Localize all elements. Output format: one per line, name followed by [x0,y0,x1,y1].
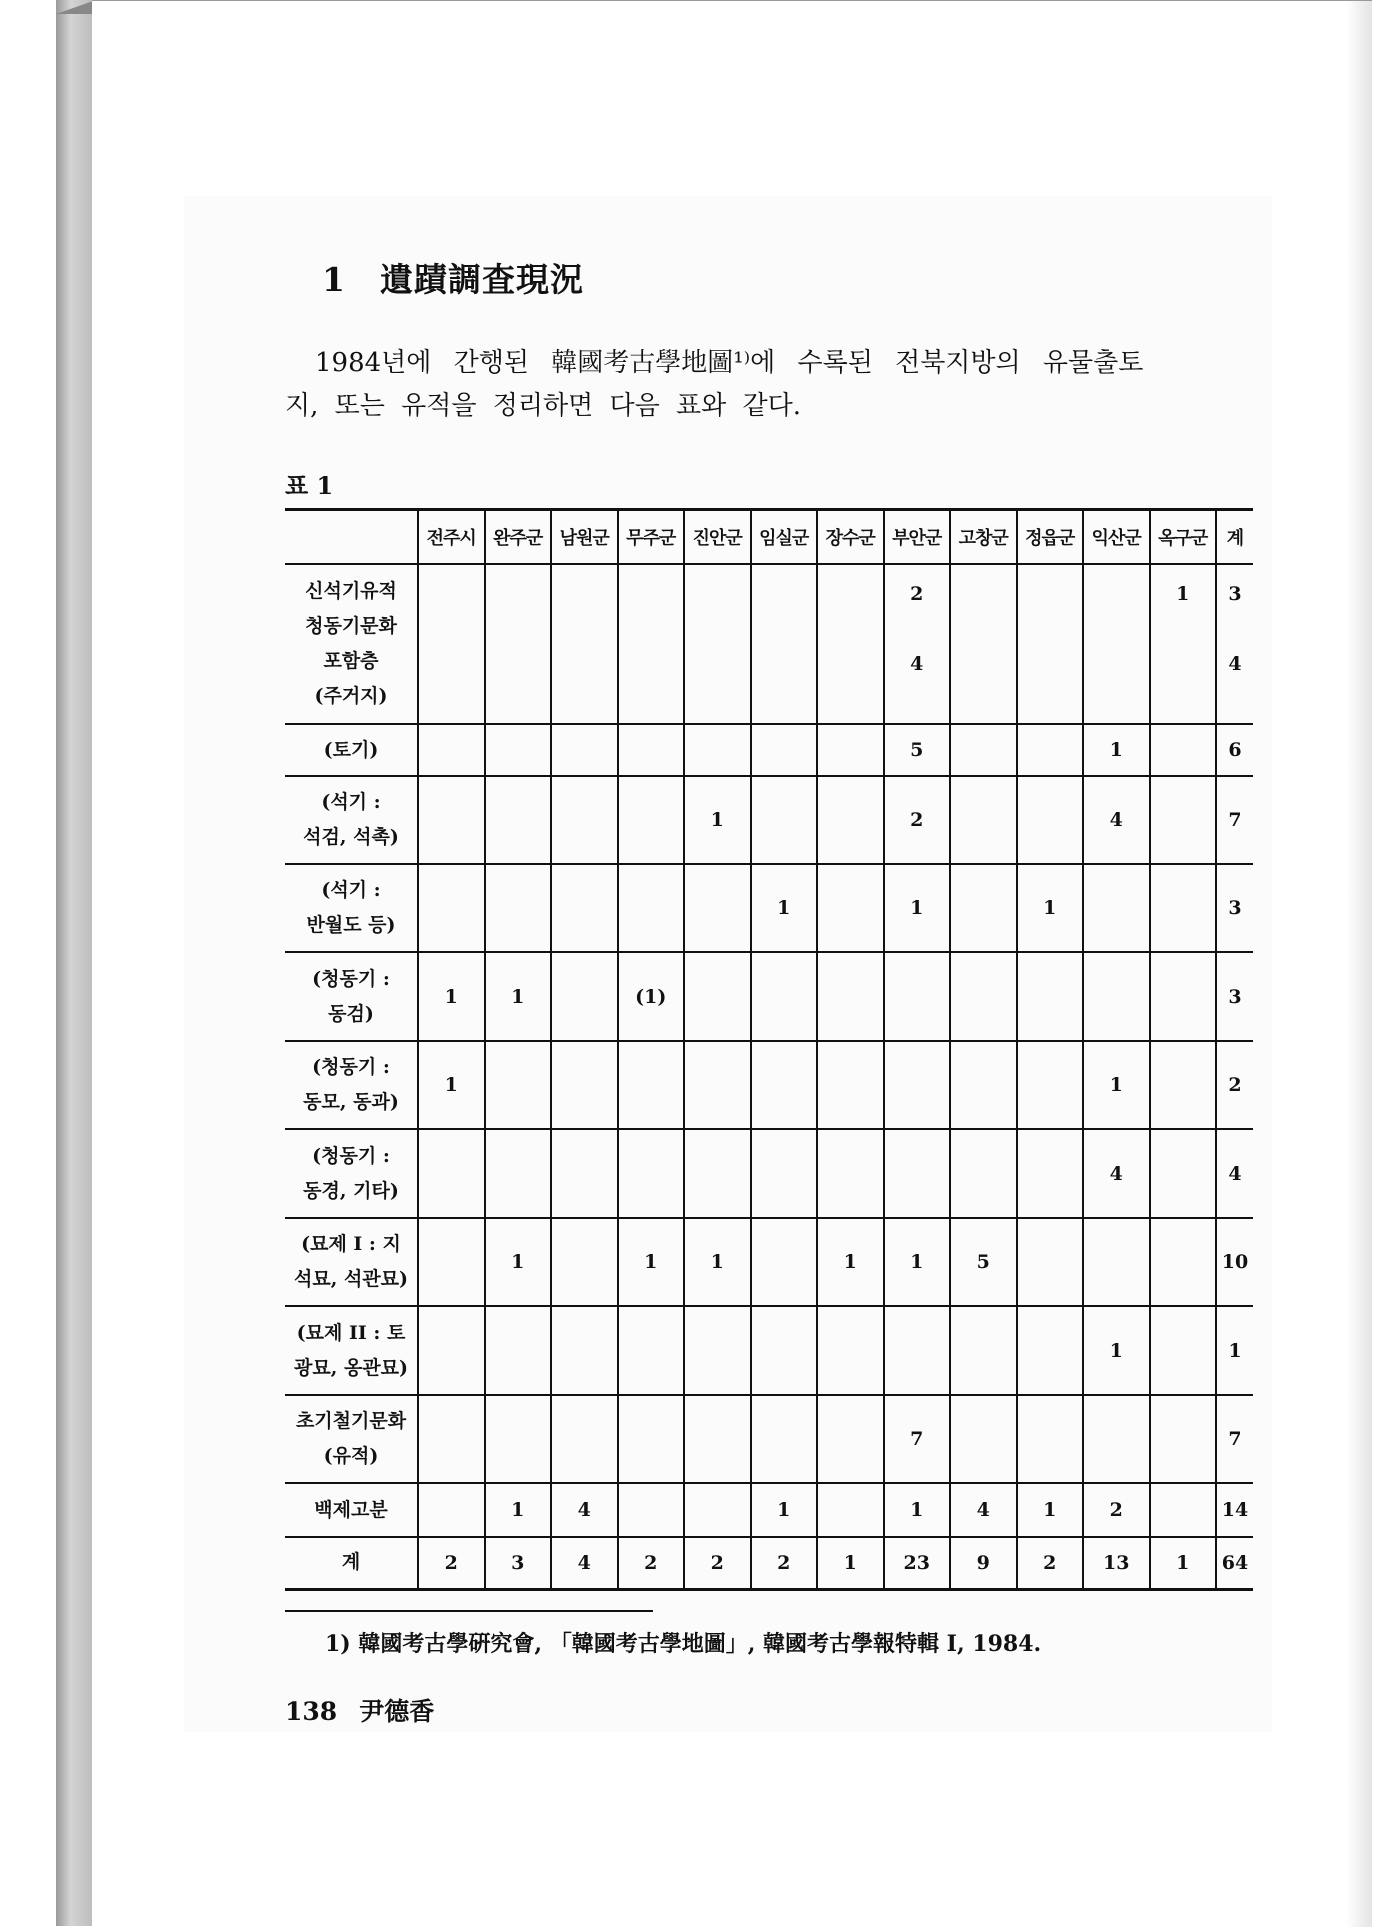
row-total-cell: 3 [1216,864,1253,952]
table-cell: 1 [751,1483,818,1537]
row-label-line: (청동기 : [312,967,390,990]
table-cell: 1 [884,1218,951,1306]
cell-value-bottom [1084,618,1149,653]
row-label [285,864,418,952]
table-row [285,1129,1253,1218]
table-cell [1017,1218,1084,1306]
table-cell [1150,1483,1217,1537]
table-cell: 4 [950,1483,1017,1537]
cell-value-top [1018,565,1083,618]
table-cell [418,1395,485,1483]
table-cell [618,776,685,864]
table-cell: 1 [618,1218,685,1306]
cell-value-bottom [1018,618,1083,653]
row-label-line: (유적) [323,1445,379,1467]
table-row [285,1395,1253,1483]
section-title: 遺蹟調査現況 [379,260,584,299]
header-blank [285,510,418,565]
table-row [285,776,1253,864]
table-cell [1017,1129,1084,1218]
table-cell [817,564,884,724]
column-header: 계 [1216,510,1253,565]
table-cell [418,564,485,724]
table-cell: 5 [950,1218,1017,1306]
table-cell [1017,952,1084,1041]
table-cell [418,864,485,952]
table-cell: 2 [1083,1483,1150,1537]
table-cell: 1 [751,864,818,952]
cell-value-top: 3 [1228,583,1242,605]
row-label [285,1537,418,1589]
table-cell [950,724,1017,776]
table-cell [551,1306,618,1395]
cell-value-top [752,565,817,618]
table-cell [817,952,884,1041]
table-cell: 2 [1017,1537,1084,1589]
table-cell [817,1041,884,1129]
table-cell [1150,952,1217,1041]
table-cell [551,864,618,952]
column-header: 옥구군 [1150,510,1217,565]
cell-value-top [619,565,684,618]
row-label-line: 포함층 [323,650,379,672]
page-edge-shadow [1346,1,1372,1927]
row-label-line: 광묘, 옹관묘) [294,1356,408,1379]
cell-value-bottom: 4 [1228,653,1242,675]
table-cell [751,1041,818,1129]
table-cell [684,864,751,952]
table-row [285,1218,1253,1306]
table-cell: 1 [485,952,552,1041]
table-cell: 1 [418,1041,485,1129]
table-cell [618,1483,685,1537]
table-cell: (1) [618,952,685,1041]
column-header: 진안군 [684,510,751,565]
column-header: 익산군 [1083,510,1150,565]
table-cell [1083,952,1150,1041]
table-cell [884,1129,951,1218]
cell-value-bottom [752,618,817,653]
row-total-cell: 6 [1216,724,1253,776]
row-label-line: (석기 : [321,879,381,901]
table-cell [1150,1218,1217,1306]
table-cell [684,724,751,776]
table-cell [751,952,818,1041]
row-label [285,1218,418,1306]
cell-value-bottom [1151,618,1216,653]
table-cell [418,776,485,864]
table-cell [817,776,884,864]
table-cell [618,1306,685,1395]
column-header: 임실군 [751,510,818,565]
table-cell [950,952,1017,1041]
table-cell [551,1218,618,1306]
cell-value-top: 2 [910,583,924,605]
table-cell: 4 [551,1483,618,1537]
table-cell [817,1306,884,1395]
table-cell [1150,1306,1217,1395]
row-label-line: (청동기 : [312,1144,390,1167]
cell-value-top: 1 [1176,583,1190,605]
cell-value-top [552,565,617,618]
cell-value-top [685,565,750,618]
table-cell [618,564,685,724]
table-cell [485,724,552,776]
table-cell [485,1395,552,1483]
table-row [285,1041,1253,1129]
column-header: 완주군 [485,510,552,565]
table-cell [1150,776,1217,864]
row-total-cell: 7 [1216,1395,1253,1483]
footnote: 1) 韓國考古學硏究會, 「韓國考古學地圖」, 韓國考古學報特輯 I, 1984. [325,1631,1042,1657]
table-cell: 1 [684,776,751,864]
table-cell [950,1395,1017,1483]
table-cell [1150,564,1217,724]
cell-value-bottom [552,618,617,653]
table-cell [485,776,552,864]
footnote-rule [285,1610,653,1612]
table-cell [418,724,485,776]
table-cell [817,864,884,952]
page-number: 138 [285,1697,338,1726]
row-total-cell: 10 [1216,1218,1253,1306]
row-total-cell [1216,564,1253,724]
table-row [285,952,1253,1041]
cell-value-bottom [951,618,1016,653]
table-cell: 1 [1083,1041,1150,1129]
table-cell [1083,864,1150,952]
table-cell: 1 [1150,1537,1217,1589]
section-heading [322,254,584,301]
table-cell [618,1129,685,1218]
table-cell [485,1129,552,1218]
cell-value-bottom [818,618,883,653]
table-row [285,564,1253,724]
table-cell [751,1218,818,1306]
row-label-line: 백제고분 [314,1498,388,1521]
column-header: 남원군 [551,510,618,565]
table-cell: 1 [817,1218,884,1306]
table-cell [751,724,818,776]
table-cell: 1 [485,1218,552,1306]
table-cell [751,1306,818,1395]
table-cell [1150,1129,1217,1218]
row-total-cell: 2 [1216,1041,1253,1129]
table-cell: 1 [817,1537,884,1589]
row-label [285,724,418,776]
table-cell [618,1395,685,1483]
table-cell [684,1395,751,1483]
row-label-line: 동경, 기타) [303,1179,399,1202]
table-cell [1083,1218,1150,1306]
cell-value-bottom [419,618,484,653]
table-cell: 1 [418,952,485,1041]
table-cell: 4 [551,1537,618,1589]
table-cell [1017,1306,1084,1395]
table-row [285,864,1253,952]
table-cell [751,1129,818,1218]
table-cell: 1 [884,864,951,952]
table-cell: 23 [884,1537,951,1589]
row-label [285,1306,418,1395]
table-cell [684,1129,751,1218]
table-cell [551,952,618,1041]
table-cell [551,1129,618,1218]
cell-value-top [419,565,484,618]
table-cell [1017,724,1084,776]
table-cell [618,1041,685,1129]
table-cell [485,564,552,724]
table-cell: 1 [684,1218,751,1306]
table-cell [618,724,685,776]
table-cell [751,564,818,724]
paragraph-line-1: 1984년에 간행된 韓國考古學地圖¹⁾에 수록된 전북지방의 유물출토 [315,348,1144,378]
table-cell: 1 [1083,1306,1150,1395]
table-row [285,1483,1253,1537]
table-row [285,1306,1253,1395]
table-cell: 2 [751,1537,818,1589]
row-label [285,1395,418,1483]
cell-value-bottom [619,618,684,653]
column-header: 정읍군 [1017,510,1084,565]
row-label [285,1483,418,1537]
cell-value-top [1084,565,1149,618]
column-header: 무주군 [618,510,685,565]
book-binding-edge [56,0,93,1926]
table-cell [551,724,618,776]
row-total-cell: 64 [1216,1537,1253,1589]
table-cell [618,864,685,952]
row-label-line: (주거지) [314,685,388,707]
table-cell: 9 [950,1537,1017,1589]
cell-value-top [486,565,551,618]
row-label [285,1129,418,1218]
row-label [285,776,418,864]
table-cell [817,1395,884,1483]
table-cell: 2 [418,1537,485,1589]
table-cell: 1 [485,1483,552,1537]
row-label-line: 동검) [328,1002,374,1025]
table-cell [1017,1395,1084,1483]
page-folio [285,1692,434,1728]
table-cell [1083,1395,1150,1483]
row-total-cell: 4 [1216,1129,1253,1218]
table-cell [817,724,884,776]
table-cell [684,1483,751,1537]
column-header: 고창군 [950,510,1017,565]
table-cell: 7 [884,1395,951,1483]
row-label-line: (묘제 I : 지 [301,1233,401,1255]
table-cell [684,1041,751,1129]
table-cell: 4 [1083,776,1150,864]
table-cell: 4 [1083,1129,1150,1218]
table-caption: 표 1 [285,471,334,500]
column-header: 부안군 [884,510,951,565]
table-cell [551,776,618,864]
table-cell [418,1483,485,1537]
table-cell [950,564,1017,724]
table-cell: 1 [1017,864,1084,952]
table-cell [950,864,1017,952]
table-cell: 1 [884,1483,951,1537]
row-label-line: (묘제 II : 토 [296,1321,406,1344]
table-cell: 13 [1083,1537,1150,1589]
paragraph-line-2: 지, 또는 유적을 정리하면 다음 표와 같다. [285,391,801,421]
cell-value-top [951,565,1016,618]
row-label-line: 계 [341,1551,361,1574]
table-cell [751,776,818,864]
section-number: 1 [322,260,346,299]
row-total-cell: 1 [1216,1306,1253,1395]
table-cell [551,1041,618,1129]
table-cell [950,1306,1017,1395]
table-cell [551,1395,618,1483]
row-label-line: 청동기문화 [305,615,397,637]
table-cell [418,1306,485,1395]
table-cell [950,1129,1017,1218]
row-label-line: 반월도 등) [306,914,396,936]
row-total-cell: 3 [1216,952,1253,1041]
table-cell [551,564,618,724]
table-cell [884,1306,951,1395]
table-cell [884,952,951,1041]
table-cell [950,1041,1017,1129]
column-header: 전주시 [418,510,485,565]
table-cell [485,1306,552,1395]
row-total-cell: 7 [1216,776,1253,864]
table-cell [817,1483,884,1537]
row-label-line: 석검, 석촉) [303,826,399,848]
table-cell [684,564,751,724]
cell-value-bottom [486,618,551,653]
cell-value-top [818,565,883,618]
table-cell [817,1129,884,1218]
table-cell [884,564,951,724]
table-cell: 2 [884,776,951,864]
table-cell [884,1041,951,1129]
table-cell [1150,1041,1217,1129]
table-row [285,1537,1253,1589]
table-cell [485,864,552,952]
row-label-line: 동모, 동과) [303,1091,399,1113]
table-cell: 2 [684,1537,751,1589]
table-cell: 3 [485,1537,552,1589]
table-cell [1017,776,1084,864]
table-cell [1017,564,1084,724]
cell-value-bottom: 4 [910,653,924,675]
row-label [285,1041,418,1129]
row-label-line: 초기철기문화 [295,1410,407,1432]
table-cell [1150,724,1217,776]
row-label-line: 신석기유적 [305,580,397,602]
row-label-line: (토기) [323,738,379,761]
row-label-line: (석기 : [321,791,381,813]
table-cell [1017,1041,1084,1129]
table-cell [1150,1395,1217,1483]
table-row [285,724,1253,776]
table-cell [485,1041,552,1129]
table-cell [751,1395,818,1483]
table-cell [1083,564,1150,724]
column-header: 장수군 [817,510,884,565]
table-cell [1150,864,1217,952]
table-cell: 1 [1083,724,1150,776]
row-total-cell: 14 [1216,1483,1253,1537]
table-header-row [285,510,1253,565]
row-label [285,952,418,1041]
table-cell: 1 [1017,1483,1084,1537]
table-cell [684,1306,751,1395]
row-label-line: 석묘, 석관묘) [294,1268,408,1290]
row-label [285,564,418,724]
author-name: 尹德香 [359,1697,435,1726]
table-cell [684,952,751,1041]
cell-value-bottom [685,618,750,653]
table-cell: 5 [884,724,951,776]
row-label-line: (청동기 : [312,1056,390,1078]
table-cell: 2 [618,1537,685,1589]
table-cell [950,776,1017,864]
table-cell [418,1129,485,1218]
site-survey-table [285,508,1253,1591]
table-cell [418,1218,485,1306]
